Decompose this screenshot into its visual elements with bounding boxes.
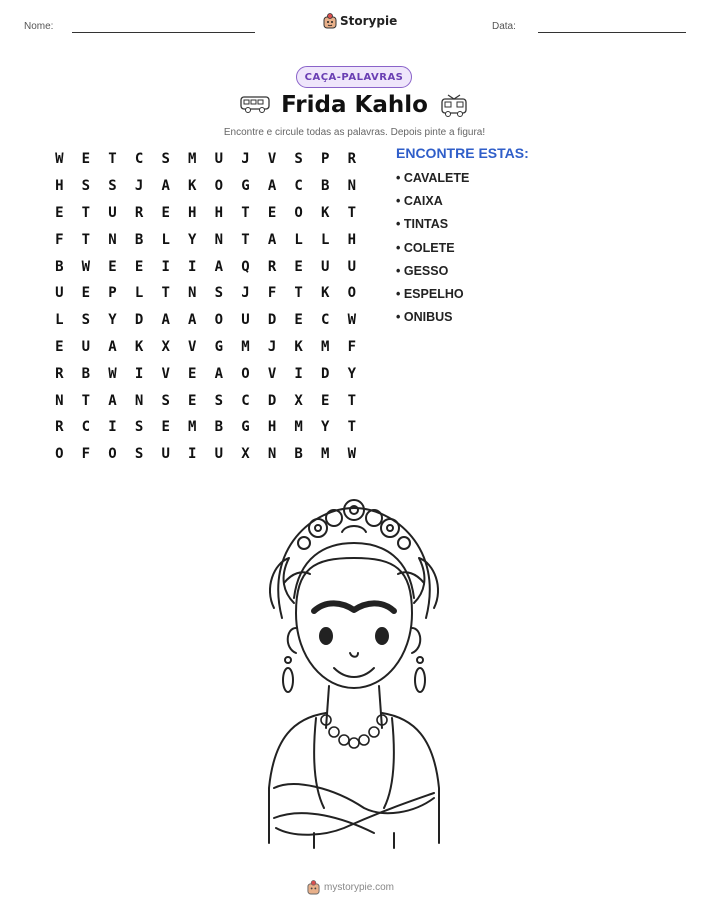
grid-cell[interactable]: U [161,446,170,463]
grid-cell[interactable]: T [347,419,357,436]
grid-cell[interactable]: E [161,419,170,436]
grid-cell[interactable]: T [81,204,91,221]
word-list-item: • TINTAS [396,217,449,232]
grid-cell[interactable]: N [188,285,197,302]
grid-cell[interactable]: S [134,446,144,463]
grid-cell[interactable]: S [161,151,170,168]
frida-coloring-figure [254,488,454,850]
grid-cell[interactable]: X [161,338,170,355]
grid-cell[interactable]: A [108,392,117,409]
grid-cell[interactable]: L [161,231,170,248]
grid-cell[interactable]: B [81,365,91,382]
word-search-grid[interactable] [46,146,365,468]
grid-cell[interactable]: K [321,285,330,302]
grid-cell[interactable]: R [55,419,64,436]
grid-cell[interactable]: H [267,419,277,436]
brand-logo [323,13,397,29]
grid-cell[interactable]: V [267,365,277,382]
grid-cell[interactable]: O [55,446,64,463]
grid-cell[interactable]: U [55,285,64,302]
grid-cell[interactable]: T [241,231,250,248]
brand-name: Storypie [340,14,398,28]
grid-cell[interactable]: V [267,151,277,168]
grid-cell[interactable]: Q [241,258,250,275]
grid-cell[interactable]: R [267,258,277,275]
grid-cell[interactable]: P [108,285,117,302]
grid-cell[interactable]: L [321,231,330,248]
grid-cell[interactable]: A [188,312,197,329]
grid-cell[interactable]: F [267,285,277,302]
grid-cell[interactable]: S [108,178,117,195]
grid-cell[interactable]: M [321,446,330,463]
grid-cell[interactable]: B [134,231,144,248]
grid-cell[interactable]: K [294,338,303,355]
grid-cell[interactable]: M [188,419,197,436]
grid-cell[interactable]: F [55,231,64,248]
grid-cell[interactable]: O [294,204,303,221]
name-label: Nome: [24,21,54,32]
grid-cell[interactable]: L [294,231,303,248]
grid-cell[interactable]: G [241,419,250,436]
grid-cell[interactable]: W [55,151,64,168]
grid-cell[interactable]: D [267,392,277,409]
grid-cell[interactable]: I [134,365,144,382]
grid-cell[interactable]: I [161,258,170,275]
grid-cell[interactable]: K [134,338,144,355]
grid-cell[interactable]: E [294,258,303,275]
grid-cell[interactable]: F [347,338,357,355]
grid-cell[interactable]: V [188,338,197,355]
grid-cell[interactable]: E [55,338,64,355]
grid-cell[interactable]: R [134,204,144,221]
grid-cell[interactable]: E [55,204,64,221]
grid-cell[interactable]: E [81,285,91,302]
grid-cell[interactable]: M [294,419,303,436]
grid-cell[interactable]: I [188,258,197,275]
word-list-item: • CAIXA [396,194,443,209]
grid-cell[interactable]: C [294,178,303,195]
grid-cell[interactable]: T [347,204,357,221]
grid-cell[interactable]: G [241,178,250,195]
grid-cell[interactable]: A [161,178,170,195]
tram-icon [440,94,468,118]
grid-cell[interactable]: E [294,312,303,329]
grid-cell[interactable]: N [347,178,357,195]
grid-cell[interactable]: T [241,204,250,221]
grid-cell[interactable]: N [267,446,277,463]
grid-cell[interactable]: E [188,392,197,409]
date-line [538,32,686,33]
grid-cell[interactable]: H [214,204,224,221]
grid-cell[interactable]: M [241,338,250,355]
grid-cell[interactable]: A [108,338,117,355]
grid-cell[interactable]: M [188,151,197,168]
grid-cell[interactable]: V [161,365,170,382]
grid-cell[interactable]: Y [347,365,357,382]
word-list-item: • CAVALETE [396,171,470,185]
grid-cell[interactable]: U [108,204,117,221]
grid-cell[interactable]: I [108,419,117,436]
instructions: Encontre e circule todas as palavras. Depois pinte a figura! [223,127,486,138]
grid-cell[interactable]: N [214,231,224,248]
word-list-item: • COLETE [396,240,455,255]
grid-cell[interactable]: S [81,312,91,329]
grid-cell[interactable]: Y [321,419,330,436]
grid-cell[interactable]: J [241,285,250,302]
grid-cell[interactable]: B [55,258,64,275]
grid-cell[interactable]: P [321,151,330,168]
grid-cell[interactable]: S [81,178,91,195]
grid-cell[interactable]: E [321,392,330,409]
grid-cell[interactable]: G [214,338,224,355]
grid-cell[interactable]: B [214,419,224,436]
grid-cell[interactable]: N [55,392,64,409]
grid-cell[interactable]: E [108,258,117,275]
grid-cell[interactable]: S [214,285,224,302]
storypie-logo-icon [323,13,337,29]
grid-cell[interactable]: O [347,285,357,302]
grid-cell[interactable]: E [267,204,277,221]
grid-cell[interactable]: U [347,258,357,275]
grid-cell[interactable]: R [55,365,64,382]
grid-cell[interactable]: S [161,392,170,409]
grid-cell[interactable]: T [161,285,170,302]
grid-cell[interactable]: B [321,178,330,195]
grid-cell[interactable]: C [134,151,144,168]
grid-cell[interactable]: C [321,312,330,329]
grid-cell[interactable]: K [321,204,330,221]
grid-cell[interactable]: X [294,392,303,409]
grid-cell[interactable]: A [161,312,170,329]
grid-cell[interactable]: N [108,231,117,248]
grid-cell[interactable]: E [81,151,91,168]
date-label: Data: [492,21,516,32]
grid-cell[interactable]: E [188,365,197,382]
grid-cell[interactable]: U [81,338,91,355]
activity-badge: CAÇA-PALAVRAS [296,66,412,88]
word-list-title: ENCONTRE ESTAS: [396,145,529,161]
word-list-item: • GESSO [396,263,449,278]
grid-cell[interactable]: M [321,338,330,355]
grid-cell[interactable]: U [214,151,224,168]
grid-cell[interactable]: Y [188,231,197,248]
pearl-necklace [321,715,387,748]
grid-cell[interactable]: H [347,231,357,248]
grid-cell[interactable]: T [81,231,91,248]
page-title: Frida Kahlo [281,92,428,118]
grid-cell[interactable]: A [267,231,277,248]
footer [307,880,394,895]
grid-cell[interactable]: I [294,365,303,382]
grid-cell[interactable]: W [347,312,357,329]
grid-cell[interactable]: O [214,178,224,195]
grid-cell[interactable]: O [241,365,250,382]
grid-cell[interactable]: T [294,285,303,302]
grid-cell[interactable]: I [188,446,197,463]
grid-cell[interactable]: H [188,204,197,221]
grid-cell[interactable]: N [134,392,144,409]
grid-cell[interactable]: S [294,151,303,168]
grid-cell[interactable]: W [108,365,117,382]
grid-cell[interactable]: L [134,285,144,302]
grid-cell[interactable]: E [161,204,170,221]
grid-cell[interactable]: A [267,178,277,195]
grid-cell[interactable]: W [81,258,91,275]
storypie-footer-icon [307,880,320,895]
grid-cell[interactable]: A [214,365,224,382]
grid-cell[interactable]: W [347,446,357,463]
grid-cell[interactable]: J [241,151,250,168]
grid-cell[interactable]: C [241,392,250,409]
word-list-item: • ONIBUS [396,310,453,325]
grid-cell[interactable]: R [347,151,357,168]
grid-cell[interactable]: U [321,258,330,275]
grid-cell[interactable]: X [241,446,250,463]
grid-cell[interactable]: A [214,258,224,275]
grid-cell[interactable]: D [134,312,144,329]
grid-cell[interactable]: B [294,446,303,463]
grid-cell[interactable]: U [241,312,250,329]
grid-cell[interactable]: L [55,312,64,329]
footer-url[interactable]: mystorypie.com [324,882,395,893]
grid-cell[interactable]: D [267,312,277,329]
grid-cell[interactable]: E [134,258,144,275]
word-list [396,171,469,333]
grid-cell[interactable]: J [134,178,144,195]
grid-cell[interactable]: Y [108,312,117,329]
grid-cell[interactable]: D [321,365,330,382]
grid-cell[interactable]: T [347,392,357,409]
word-list-item: • ESPELHO [396,286,464,301]
grid-cell[interactable]: C [81,419,91,436]
grid-cell[interactable]: H [55,178,64,195]
grid-cell[interactable]: K [188,178,197,195]
grid-cell[interactable]: F [81,446,91,463]
grid-cell[interactable]: O [214,312,224,329]
grid-cell[interactable]: T [81,392,91,409]
grid-cell[interactable]: O [108,446,117,463]
grid-cell[interactable]: T [108,151,117,168]
name-line [72,32,255,33]
grid-cell[interactable]: J [267,338,277,355]
grid-cell[interactable]: S [214,392,224,409]
grid-cell[interactable]: U [214,446,224,463]
grid-cell[interactable]: S [134,419,144,436]
